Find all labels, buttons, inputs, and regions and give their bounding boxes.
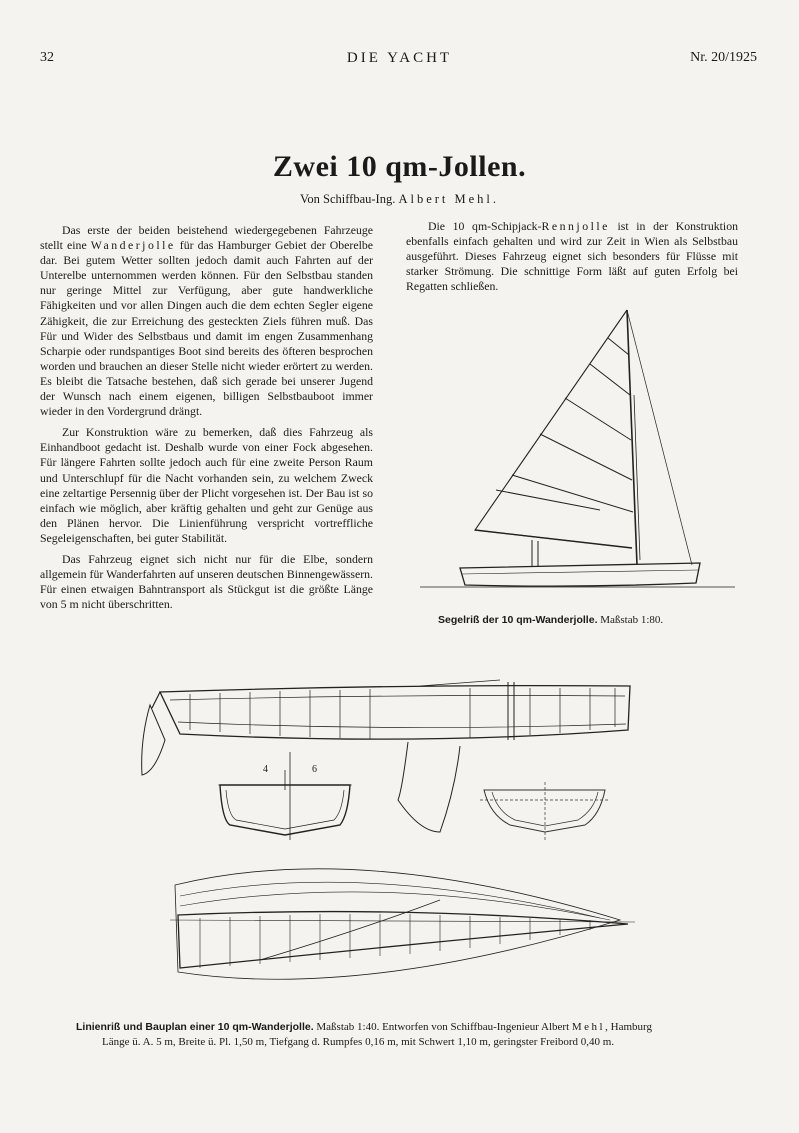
sail-plan-caption (438, 614, 663, 626)
left-paragraph-3: Das Fahrzeug eignet sich nicht nur für die Elbe, sondern allgemein für Wanderfahrten auf unseren deutschen Binnengewässern. Für einen etwaigen Bahntransport als Stückgut ist die größte Länge von 5 m nicht überschritten. (40, 551, 373, 612)
left-p1-emphasis: Wanderjolle (90, 238, 176, 253)
body-plan-drawing (480, 782, 610, 840)
left-paragraph-2: Zur Konstruktion wäre zu bemerken, daß dies Fahrzeug als Einhandboot gedacht ist. Deshalb wurde von einer Fock abgesehen. Für längere Fahrten sollte jedoch auch für eine zweite Person Raum und Unterschlupf für die Nacht vorhanden sein, zu welchem Zweck eine zeltartige Persennig über der Plicht vorgesehen ist. Der Bau ist so einfach wie möglich, aber kräftig gehalten und geht zur Genüge aus den Plänen hervor. Die Linienführung verspricht vortreffliche Segeleigenschaften, bei guter Stabilität. (40, 425, 373, 545)
section-label-4: 4 (263, 764, 268, 775)
lines-caption-title: Linienriß und Bauplan einer 10 qm-Wanderjolle. (76, 1021, 314, 1033)
page-number: 32 (40, 50, 54, 65)
article-title: Zwei 10 qm-Jollen. (272, 150, 527, 183)
sail-plan-caption-scale: Maßstab 1:80. (600, 614, 664, 626)
left-p1-text-a: Das erste der beiden beistehend wiedergegebenen Fahrzeuge stellt eine (40, 223, 373, 253)
section-label-6: 6 (312, 764, 317, 775)
right-p1-text-a: Die 10 qm-Schipjack- (428, 219, 542, 233)
plan-view-drawing (170, 869, 635, 979)
profile-drawing (142, 680, 630, 832)
lines-plan-caption (76, 1020, 756, 1050)
sail-plan-drawing (420, 310, 735, 587)
issue-number: Nr. 20/1925 (690, 50, 757, 65)
sail-plan-caption-title: Segelriß der 10 qm-Wanderjolle. (438, 614, 598, 626)
lines-caption-line-1 (76, 1020, 756, 1035)
left-p1-text-b: für das Hamburger Gebiet der Oberelbe dar. Bei gutem Wetter sollten jedoch damit auch Fahrten auf der Unterelbe unternommen werden können. Für den Selbstbau standen nur geringe Mittel zur Verfügung, aber gute handwerkliche Fähigkeiten und vor allen Dingen auch die dem echten Segler eigene Zähigkeit, die zur Erreichung des gesteckten Ziels führen muß. Das Für und Wider des Selbstbaus und damit im engen Zusammenhang Scharpie oder rundspantiges Boot sind bereits des öfteren besprochen worden und brauchen an dieser Stelle nicht wieder erörtert zu werden. Es bleibt die Tatsache bestehen, daß sich gerade bei unserer Jugend der Wunsch nach einem eigenen, billigen Selbstbauboot immer wieder in den Vordergrund drängt. (40, 238, 373, 419)
lines-caption-scale: Maßstab 1:40. Entworfen von Schiffbau-Ingenieur Albert (316, 1021, 570, 1033)
byline-author: Albert Mehl. (398, 192, 500, 206)
right-p1-text-b: ist in der Konstruktion ebenfalls einfach gehalten und wird zur Zeit in Wien als Selbstbau ausgeführt. Dieses Fahrzeug eignet sich besonders für Flüsse mit starker Strömung. Die schnittige Form läßt auf guten Erfolg bei Regatten schließen. (406, 219, 739, 294)
right-p1-emphasis: Rennjolle (541, 219, 610, 233)
cross-section-drawing (218, 752, 352, 840)
lines-caption-line-2: Länge ü. A. 5 m, Breite ü. Pl. 1,50 m, Tiefgang d. Rumpfes 0,16 m, mit Schwert 1,10 m, geringster Freibord 0,40 m. (102, 1036, 615, 1048)
lines-caption-designer: Mehl (571, 1021, 606, 1033)
lines-caption-place: , Hamburg (605, 1021, 652, 1033)
byline-prefix: Von Schiffbau-Ing. (299, 192, 396, 206)
magazine-title: DIE YACHT (346, 50, 453, 66)
